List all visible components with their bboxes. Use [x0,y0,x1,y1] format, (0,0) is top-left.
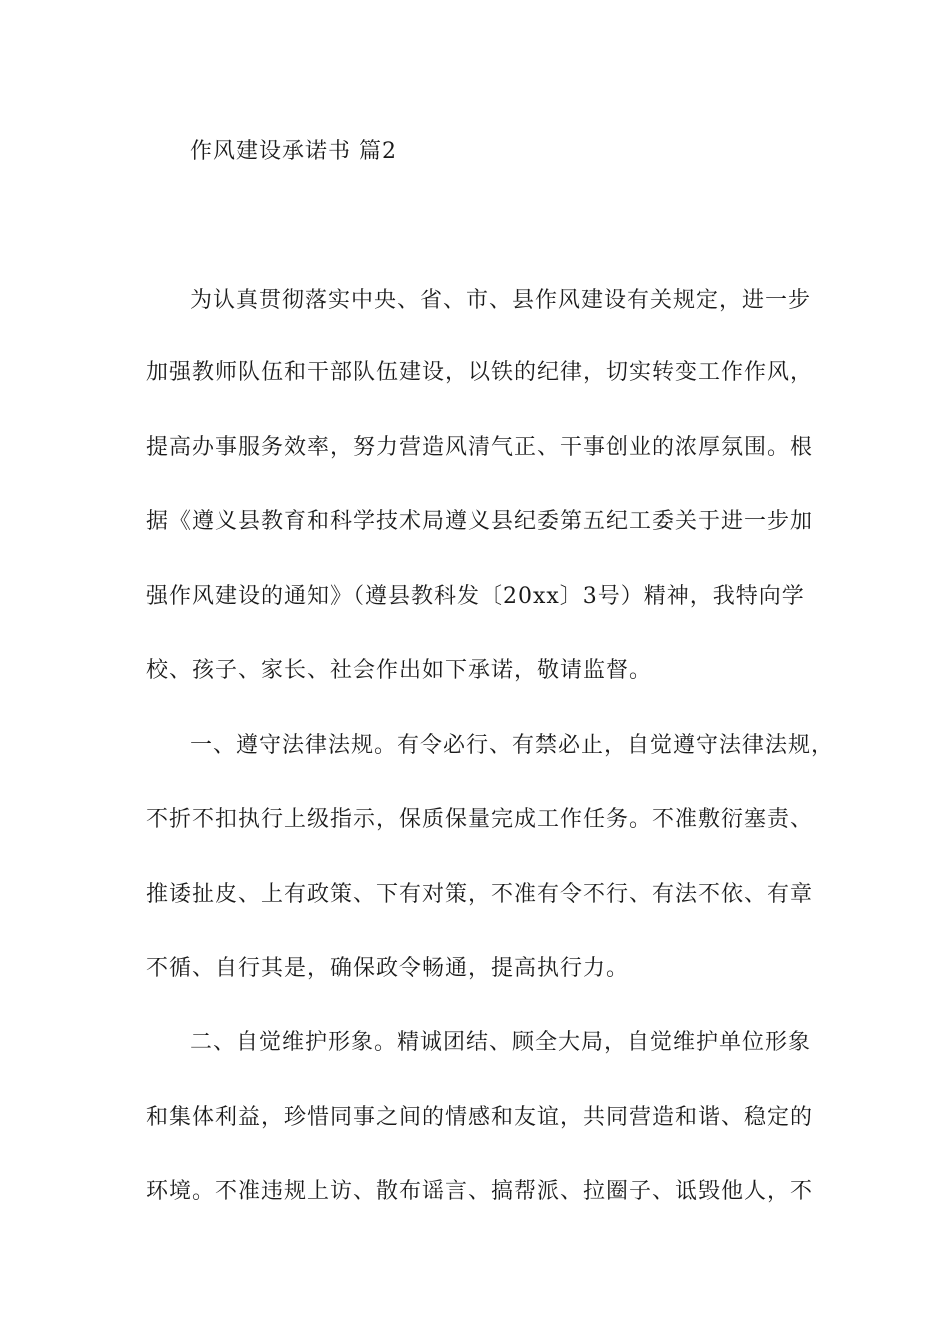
paragraph-line: 不折不扣执行上级指示，保质保量完成工作任务。不准敷衍塞责、 [146,807,814,832]
paragraph-line: 为认真贯彻落实中央、省、市、县作风建设有关规定，进一步 [190,288,812,313]
document-title: 作风建设承诺书 篇2 [190,139,397,164]
paragraph-line: 加强教师队伍和干部队伍建设，以铁的纪律，切实转变工作作风， [146,360,814,385]
paragraph-line: 环境。不准违规上访、散布谣言、搞帮派、拉圈子、诋毁他人，不 [146,1179,814,1204]
paragraph-line: 据《遵义县教育和科学技术局遵义县纪委第五纪工委关于进一步加 [146,509,814,534]
paragraph-line: 二、自觉维护形象。精诚团结、顾全大局，自觉维护单位形象 [190,1030,812,1055]
paragraph-line: 提高办事服务效率，努力营造风清气正、干事创业的浓厚氛围。根 [146,435,814,460]
paragraph-line: 推诿扯皮、上有政策、下有对策，不准有令不行、有法不依、有章 [146,882,814,907]
paragraph-line: 一、遵守法律法规。有令必行、有禁必止，自觉遵守法律法规， [190,733,835,758]
paragraph-line: 校、孩子、家长、社会作出如下承诺，敬请监督。 [146,658,653,683]
paragraph-line: 不循、自行其是，确保政令畅通，提高执行力。 [146,956,630,981]
paragraph-line: 和集体利益，珍惜同事之间的情感和友谊，共同营造和谐、稳定的 [146,1105,814,1130]
paragraph-line: 强作风建设的通知》（遵县教科发〔20xx〕3号）精神，我特向学 [146,584,805,609]
